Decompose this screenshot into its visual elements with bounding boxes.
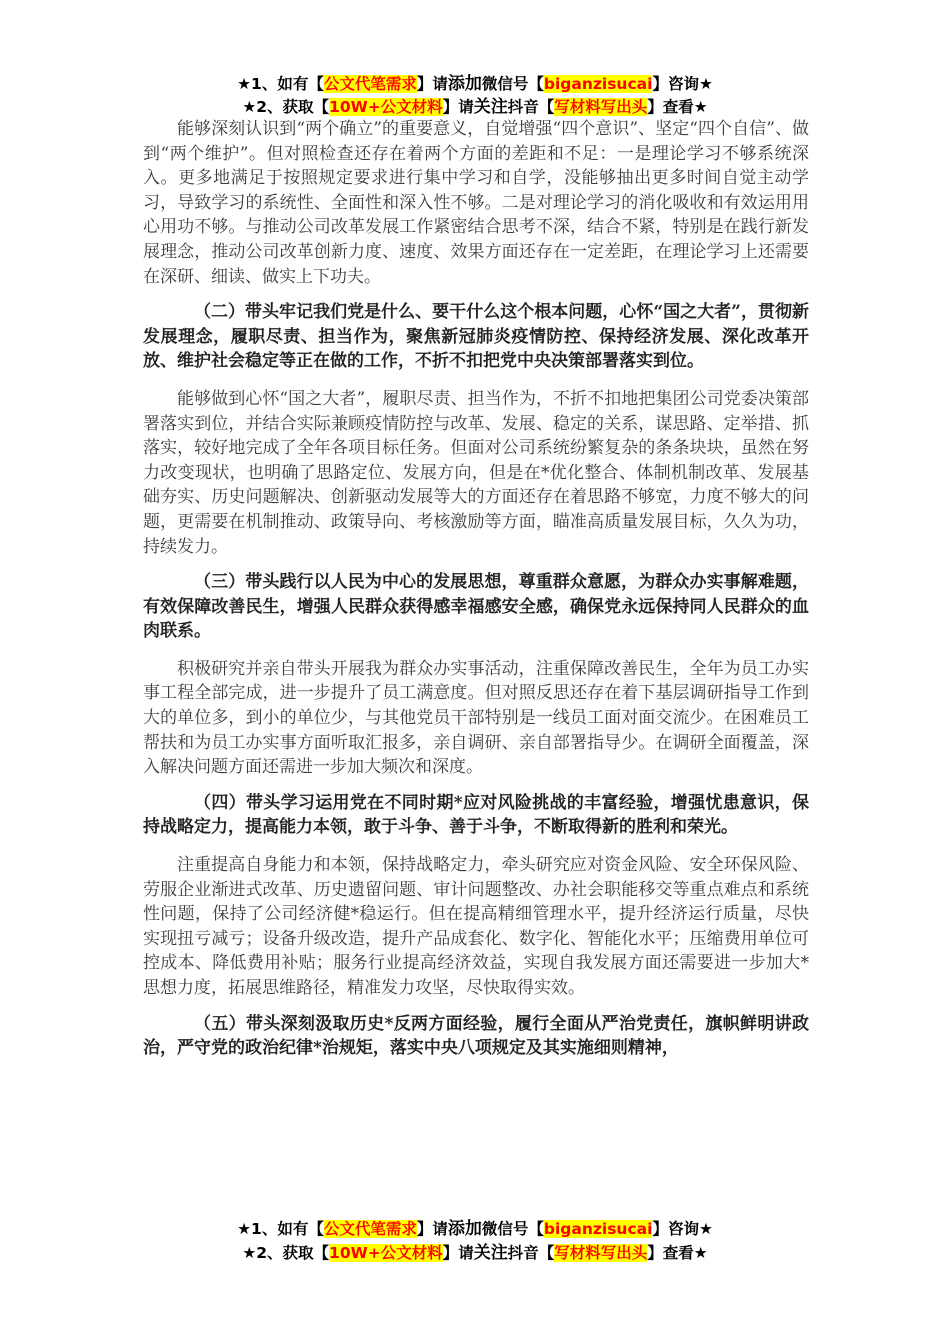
promo-highlight: 10W+公文材料 xyxy=(329,98,443,116)
promo-douyin-id: 写材料写出头 xyxy=(554,1244,648,1262)
promo-text: 】咨询★ xyxy=(652,1220,713,1238)
promo-highlight: 10W+公文材料 xyxy=(329,1244,443,1262)
promo-text: ★2、获取【 xyxy=(242,98,330,116)
promo-text: 】请 xyxy=(416,75,448,93)
promo-text: 微信号【 xyxy=(481,75,544,93)
section-heading-2: （二）带头牢记我们党是什么、要干什么这个根本问题，心怀“国之大者”，贯彻新发展理念，履职尽责、担当作为，聚焦新冠肺炎疫情防控、保持经济发展、深化改革开放、维护社会稳定等正在做的工作，不折不扣把党中央决策部署落实到位。 xyxy=(143,302,809,372)
paragraph-2: 能够做到心怀“国之大者”，履职尽责、担当作为，不折不扣地把集团公司党委决策部署落实到位，并结合实际兼顾疫情防控与改革、发展、稳定的关系，谋思路、定举措、抓落实，较好地完成了全年各项目标任务。但面对公司系统纷繁复杂的条条块块，虽然在努力改变现状，也明确了思路定位、发展方向，但是在*优化整合、体制机制改革、发展基础夯实、历史问题解决、创新驱动发展等大的方面还存在着思路不够宽，力度不够大的问题，更需要在机制推动、政策导向、考核激励等方面，瞄准高质量发展目标，久久为功，持续发力。 xyxy=(143,388,809,557)
paragraph-1: 能够深刻认识到“两个确立”的重要意义，自觉增强“四个意识”、坚定“四个自信”、做到“两个维护”。但对照检查还存在着两个方面的差距和不足：一是理论学习不够系统深入。更多地满足于按照规定要求进行集中学习和自学，没能够抽出更多时间自觉主动学习，导致学习的系统性、全面性和深入性不够。二是对理论学习的消化吸收和有效运用用心用功不够。与推动公司改革发展工作紧密结合思考不深，结合不紧，特别是在践行新发展理念，推动公司改革创新力度、速度、效果方面还存在一定差距，在理论学习上还需要在深研、细读、做实上下功夫。 xyxy=(143,119,809,287)
promo-text: 添加 xyxy=(447,1219,482,1239)
promo-text: 添加 xyxy=(447,74,482,94)
promo-wechat-id: biganzisucai xyxy=(543,1220,653,1238)
promo-text: 抖音【 xyxy=(507,1244,555,1262)
promo-text: 】请 xyxy=(416,1220,448,1238)
promo-line-1-bottom xyxy=(0,1218,950,1240)
section-heading-4: （四）带头学习运用党在不同时期*应对风险挑战的丰富经验，增强忧患意识，保持战略定力，提高能力本领，敢于斗争、善于斗争，不断取得新的胜利和荣光。 xyxy=(143,792,809,838)
promo-text: 】请 xyxy=(442,98,474,116)
section-heading-3: （三）带头践行以人民为中心的发展思想，尊重群众意愿，为群众办实事解难题，有效保障改善民生，增强人民群众获得感幸福感安全感，确保党永远保持同人民群众的血肉联系。 xyxy=(143,572,809,642)
promo-line-1-top xyxy=(0,73,950,95)
promo-text: 关注 xyxy=(473,97,508,117)
promo-text: 】咨询★ xyxy=(652,75,713,93)
paragraph-4: 注重提高自身能力和本领，保持战略定力，牵头研究应对资金风险、安全环保风险、劳服企业渐进式改革、历史遗留问题、审计问题整改、办社会职能移交等重点难点和系统性问题，保持了公司经济健*稳运行。但在提高精细管理水平，提升经济运行质量，尽快实现扭亏减亏；设备升级改造，提升产品成套化、数字化、智能化水平；压缩费用单位可控成本、降低费用补贴；服务行业提高经济效益，实现自我发展方面还需要进一步加大*思想力度，拓展思维路径，精准发力攻坚，尽快取得实效。 xyxy=(143,855,809,998)
promo-line-2-bottom xyxy=(0,1242,950,1264)
document-body xyxy=(143,117,809,1061)
section-heading-5: （五）带头深刻汲取历史*反两方面经验，履行全面从严治党责任，旗帜鲜明讲政治，严守党的政治纪律*治规矩，落实中央八项规定及其实施细则精神， xyxy=(143,1013,809,1059)
promo-text: ★1、如有【 xyxy=(237,75,324,93)
promo-line-2-top xyxy=(0,96,950,118)
promo-text: ★1、如有【 xyxy=(237,1220,324,1238)
promo-text: 关注 xyxy=(473,1243,508,1263)
promo-text: 抖音【 xyxy=(507,98,555,116)
promo-text: 】查看★ xyxy=(647,98,708,116)
promo-wechat-id: biganzisucai xyxy=(543,75,653,93)
promo-text: 微信号【 xyxy=(481,1220,544,1238)
promo-highlight: 公文代笔需求 xyxy=(323,1220,417,1238)
promo-highlight: 公文代笔需求 xyxy=(323,75,417,93)
promo-text: 】请 xyxy=(442,1244,474,1262)
promo-text: 】查看★ xyxy=(647,1244,708,1262)
promo-text: ★2、获取【 xyxy=(242,1244,330,1262)
promo-douyin-id: 写材料写出头 xyxy=(554,98,648,116)
paragraph-3: 积极研究并亲自带头开展我为群众办实事活动，注重保障改善民生，全年为员工办实事工程全部完成，进一步提升了员工满意度。但对照反思还存在着下基层调研指导工作到大的单位多，到小的单位少，与其他党员干部特别是一线员工面对面交流少。在困难员工帮扶和为员工办实事方面听取汇报多，亲自调研、亲自部署指导少。在调研全面覆盖，深入解决问题方面还需进一步加大频次和深度。 xyxy=(143,658,809,778)
